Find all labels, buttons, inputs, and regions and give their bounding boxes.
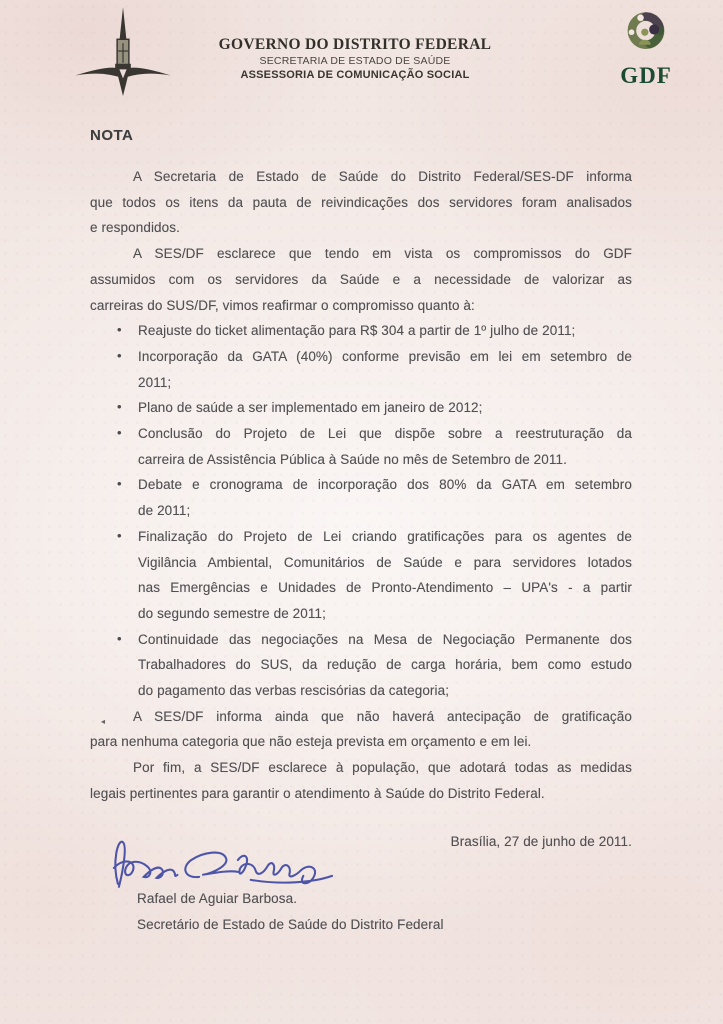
signatory-name: Rafael de Aguiar Barbosa.: [137, 890, 298, 906]
brasilia-monument-icon: [74, 6, 172, 103]
bullet-item: [90, 472, 632, 523]
bullet-item: [90, 344, 632, 395]
bullet-icon: •: [117, 527, 122, 543]
paragraph: [90, 704, 632, 755]
document-title: NOTA: [90, 127, 134, 144]
paragraph: [90, 241, 632, 318]
text-line: carreira de Assistência Pública à Saúde no mês de Setembro de 2011.: [138, 451, 567, 467]
text-line: legais pertinentes para garantir o atendimento à Saúde do Distrito Federal.: [90, 785, 545, 801]
bullet-icon: •: [117, 476, 122, 492]
document-body: [90, 164, 632, 807]
bullet-item: [90, 318, 632, 344]
text-line: Vigilância Ambiental, Comunitários de Saúde e para servidores lotados: [138, 554, 632, 570]
bullet-icon: •: [117, 347, 122, 363]
org-name: GOVERNO DO DISTRITO FEDERAL: [218, 36, 492, 53]
text-line: Trabalhadores do SUS, da redução de carga horária, bem como estudo: [138, 657, 632, 673]
org-unit: ASSESSORIA DE COMUNICAÇÃO SOCIAL: [240, 69, 470, 81]
gdf-logo-label: GDF: [620, 63, 672, 88]
bullet-item: [90, 524, 632, 627]
signatory-title: Secretário de Estado de Saúde do Distrito Federal: [137, 916, 444, 932]
bullet-item: [90, 421, 632, 472]
text-line: A SES/DF esclarece que tendo em vista os compromissos do GDF: [133, 246, 632, 262]
paragraph: [90, 755, 632, 806]
text-line: nas Emergências e Unidades de Pronto-Atendimento – UPA's - a partir: [138, 580, 632, 596]
gdf-logo-icon: [621, 45, 671, 62]
bullet-icon: •: [117, 322, 122, 338]
bullet-item: [90, 627, 632, 704]
text-line: do segundo semestre de 2011;: [138, 605, 326, 621]
document: [90, 126, 632, 938]
text-line: que todos os itens da pauta de reivindicações dos servidores foram analisados: [90, 194, 632, 210]
text-line: • Conclusão do Projeto de Lei que dispõe sobre a reestruturação da: [138, 421, 632, 447]
text-line: de 2011;: [138, 503, 191, 519]
text-line: • Plano de saúde a ser implementado em janeiro de 2012;: [138, 395, 632, 421]
text-line: Por fim, a SES/DF esclarece à população, que adotará todas as medidas: [133, 760, 632, 776]
text-line: • Reajuste do ticket alimentação para R$ 304 a partir de 1º julho de 2011;: [138, 318, 632, 344]
bullet-item: [90, 395, 632, 421]
org-department: SECRETARIA DE ESTADO DE SAÚDE: [259, 55, 451, 67]
text-line: • Continuidade das negociações na Mesa de Negociação Permanente dos: [138, 627, 632, 653]
text-line: • Incorporação da GATA (40%) conforme previsão em lei em setembro de: [138, 344, 632, 370]
text-line: carreiras do SUS/DF, vimos reafirmar o compromisso quanto à:: [90, 297, 475, 313]
text-line: 2011;: [138, 374, 172, 390]
text-line: • Finalização do Projeto de Lei criando gratificações para os agentes de: [138, 524, 632, 550]
text-line: • Debate e cronograma de incorporação dos 80% da GATA em setembro: [138, 472, 632, 498]
gdf-logo: [601, 8, 691, 88]
bullet-icon: •: [117, 425, 122, 441]
text-line: A Secretaria de Estado de Saúde do Distrito Federal/SES-DF informa: [133, 169, 632, 184]
bullet-icon: •: [117, 399, 122, 415]
bullet-icon: •: [117, 630, 122, 646]
letterhead: [205, 36, 505, 82]
text-line: do pagamento das verbas rescisórias da categoria;: [138, 683, 450, 699]
text-line: para nenhuma categoria que não esteja prevista em orçamento e em lei.: [90, 734, 532, 750]
date-line: Brasília, 27 de junho de 2011.: [450, 833, 632, 849]
text-line: ◂ A SES/DF informa ainda que não haverá antecipação de gratificação: [90, 704, 632, 730]
paragraph: [90, 164, 632, 241]
text-line: assumidos com os servidores da Saúde e a necessidade de valorizar as: [90, 271, 632, 287]
text-line: e respondidos.: [90, 220, 180, 236]
paragraph-marker: ◂: [101, 716, 106, 726]
